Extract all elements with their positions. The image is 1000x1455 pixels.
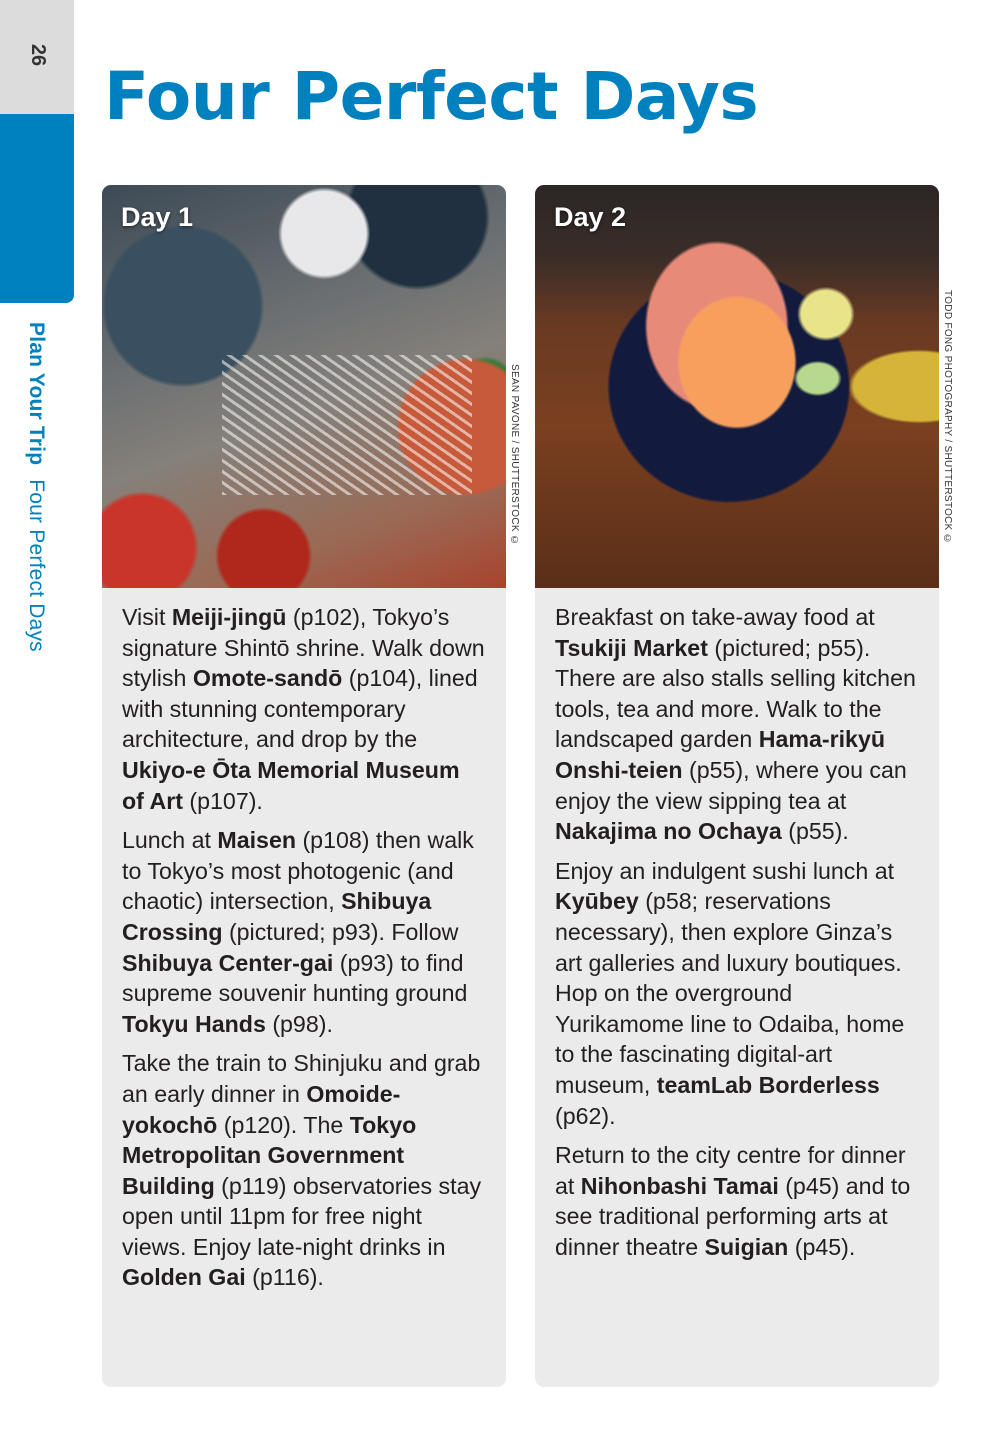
place-name: teamLab Borderless	[656, 1071, 880, 1098]
place-name: Shibuya Center-gai	[122, 949, 334, 976]
place-name: Suigian	[704, 1233, 789, 1260]
place-name: Kyūbey	[555, 888, 639, 915]
day-label: Day 2	[554, 202, 627, 232]
body-text: (p116).	[245, 1264, 324, 1291]
place-name: Hama-rikyū Onshi-teien	[555, 726, 886, 783]
body-text: (p104), lined with stunning contemporary architecture, and drop by the	[122, 665, 478, 753]
body-text: Breakfast on take-away food at	[555, 604, 875, 630]
body-text: Take the train to Shinjuku and grab an early dinner in	[122, 1050, 481, 1107]
body-text: Enjoy an indulgent sushi lunch at	[555, 857, 895, 884]
place-name: Omoide-yokochō	[122, 1080, 401, 1138]
page-title: Four Perfect Days	[104, 58, 759, 135]
place-name: Omote-sandō	[192, 665, 343, 692]
place-name: Tsukiji Market	[555, 634, 708, 661]
place-name: Nihonbashi Tamai	[580, 1172, 779, 1199]
place-name: Meiji-jingū	[171, 604, 287, 630]
body-text: (p98).	[265, 1010, 333, 1037]
place-name: Golden Gai	[122, 1264, 246, 1291]
body-text: (p93) to find supreme souvenir hunting ground	[122, 949, 468, 1007]
body-text: (p55), where you can enjoy the view sipping tea at	[555, 756, 907, 814]
body-text: (p45) and to see traditional performing arts at dinner theatre	[555, 1172, 911, 1260]
running-header	[24, 322, 48, 652]
itinerary-paragraph	[555, 1140, 919, 1262]
section-tab	[0, 114, 74, 303]
photo-credit-day2: TODD FONG PHOTOGRAPHY / SHUTTERSTOCK ©	[942, 290, 953, 546]
photo-credit-day1: SEAN PAVONE / SHUTTERSTOCK ©	[509, 364, 520, 547]
section-label: Plan Your Trip	[25, 322, 48, 466]
body-text: (p55).	[781, 818, 849, 845]
subsection-label: Four Perfect Days	[25, 479, 48, 652]
body-text: (p102), Tokyo’s signature Shintō shrine. Walk down stylish	[122, 604, 485, 692]
body-text: (p58; reservations necessary), then explore Ginza’s art galleries and luxury boutiques. Hop on the overground Yurikamome line to Odaiba, home to the fascinating digital-art museum,	[555, 888, 905, 1098]
body-text: Visit	[122, 604, 172, 630]
itinerary-paragraph	[122, 1048, 486, 1293]
itinerary-paragraph	[555, 602, 919, 847]
day-card-1	[102, 185, 506, 1387]
body-text: (p62).	[555, 1102, 616, 1129]
body-text: (p107).	[182, 787, 263, 814]
body-text: (p45).	[788, 1233, 856, 1260]
body-text: (pictured; p55). There are also stalls selling kitchen tools, tea and more. Walk to the landscaped garden	[555, 634, 916, 753]
body-text: Lunch at	[122, 827, 218, 854]
body-text: Return to the city centre for dinner at	[555, 1142, 906, 1199]
itinerary-paragraph	[122, 602, 486, 816]
photo-shibuya-crossing	[102, 185, 506, 588]
day-text	[535, 588, 939, 1262]
photo-sashimi-bowl	[535, 185, 939, 588]
body-text: (p108) then walk to Tokyo’s most photogenic (and chaotic) intersection,	[122, 827, 474, 915]
body-text: (p119) observatories stay open until 11pm for free night views. Enjoy late-night drinks in	[122, 1172, 482, 1260]
page-number-tab	[0, 0, 74, 114]
place-name: Nakajima no Ochaya	[555, 818, 782, 845]
body-text: (pictured; p93). Follow	[222, 918, 459, 945]
place-name: Shibuya Crossing	[122, 888, 432, 945]
day-text	[102, 588, 506, 1293]
page-number: 26	[27, 43, 49, 67]
day-label: Day 1	[121, 202, 194, 232]
place-name: Maisen	[217, 827, 297, 854]
itinerary-paragraph	[122, 825, 486, 1039]
itinerary-paragraph	[555, 856, 919, 1131]
place-name: Tokyu Hands	[122, 1010, 266, 1037]
place-name: Tokyo Metropolitan Government Building	[122, 1111, 417, 1199]
place-name: Ukiyo-e Ōta Memorial Museum of Art	[122, 756, 460, 814]
day-card-2	[535, 185, 939, 1387]
body-text: (p120). The	[217, 1111, 350, 1138]
